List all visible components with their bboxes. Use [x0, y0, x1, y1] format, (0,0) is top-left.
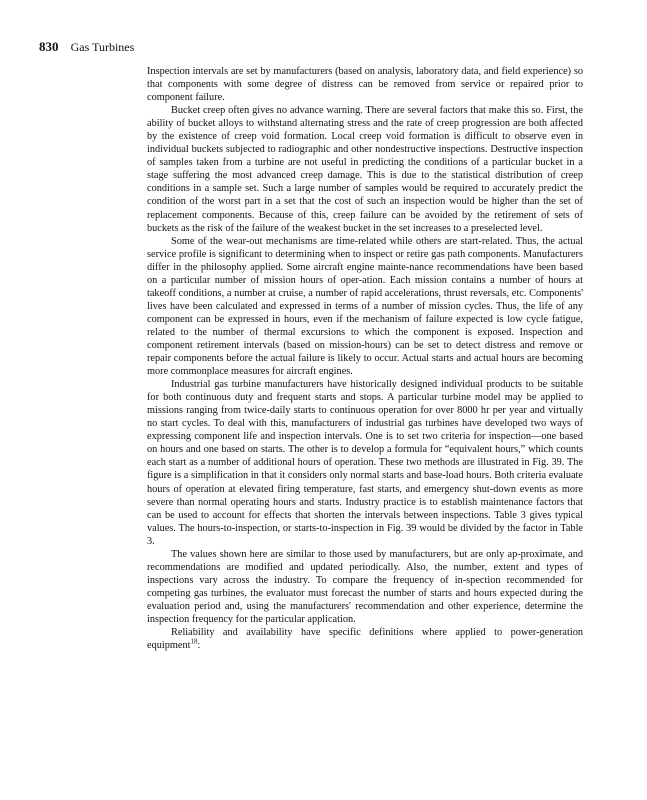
paragraph-text: Reliability and availability have specific definitions where applied to power-generation equipment [147, 627, 583, 652]
footnote-reference: 18 [190, 637, 198, 646]
paragraph: Some of the wear-out mechanisms are time-related while others are start-related. Thus, the actual service profile is significant to determining when to inspect or retire gas path components. Manufacturers differ in the philosophy applied. Some aircraft engine mainte-nance recommendations have been based on a particular number of mission hours of oper-ation. Each mission contains a number of hours at takeoff conditions, a number at cruise, a number of rapid accelerations, thrust reversals, etc. Components' lives have been calculated and expressed in terms of a number of mission cycles. Thus, the life of any component can be expressed in hours, even if the mechanism of failure expected is low cycle fatigue, related to the number of thermal excursions to which the component is exposed. Inspection and component retirement intervals (based on mission-hours) can be set to detect distress and remove or repair components before the actual failure is likely to occur. Actual starts and actual hours are becoming more commonplace measures for aircraft engines. [147, 235, 583, 378]
paragraph: Industrial gas turbine manufacturers have historically designed individual products to be suitable for both continuous duty and frequent starts and stops. A particular turbine model may be applied to missions ranging from twice-daily starts to continuous operation for over 8000 hr per year and virtually no start cycles. To deal with this, manufacturers of industrial gas turbines have developed two ways of expressing component life and inspection intervals. One is to set two criteria for inspection—one based on hours and one based on starts. The other is to develop a formula for “equivalent hours,” which counts each start as a number of additional hours of operation. These two methods are illustrated in Fig. 39. The figure is a simplification in that it considers only normal starts and base-load hours. Both criteria evaluate hours of operation at elevated firing temperature, fast starts, and emergency shut-down events as more severe than normal operating hours and starts. Industry practice is to establish maintenance factors that can be used to account for effects that shorten the intervals between inspections. Table 3 gives typical values. The hours-to-inspection, or starts-to-inspection in Fig. 39 would be divided by the factor in Table 3. [147, 379, 583, 547]
paragraph-last [147, 626, 583, 652]
page-number: 830 [39, 39, 59, 54]
paragraph-suffix: : [197, 640, 201, 652]
paragraph: Bucket creep often gives no advance warning. There are several factors that make this so. First, the ability of bucket alloys to withstand alternating stress and the rate of creep progression are both affected by the existence of creep void formation. Local creep void formation is difficult to observe even in individual buckets subjected to radiographic and other nondestructive inspections. Destructive inspection of samples taken from a turbine are not useful in predicting the conditions of a particular bucket in a stage suffering the most advanced creep damage. This is due to the statistical distribution of creep conditions in a sample set. Such a large number of samples would be required to accurately predict the condition of the worst part in a set that the cost of such an inspection would be higher than the set of replacement components. Because of this, creep failure can be avoided by the retirement of sets of buckets as the risk of the failure of the weakest bucket in the set increases to a preselected level. [147, 105, 583, 234]
running-header [39, 39, 134, 55]
paragraph: Inspection intervals are set by manufacturers (based on analysis, laboratory data, and field experience) so that components with some degree of distress can be removed from service or repaired prior to component failure. [147, 66, 583, 104]
book-title: Gas Turbines [70, 40, 135, 54]
body-text [147, 65, 583, 652]
paragraph: The values shown here are similar to those used by manufacturers, but are only ap-proximate, and recommendations are modified and updated periodically. Also, the number, extent and types of inspections vary across the industry. To compare the frequency of in-spection recommended for competing gas turbines, the evaluator must forecast the number of starts and hours expected during the evaluation period and, using the manufacturers' recommendation and other experience, determine the inspection frequency for the particular application. [147, 548, 583, 625]
